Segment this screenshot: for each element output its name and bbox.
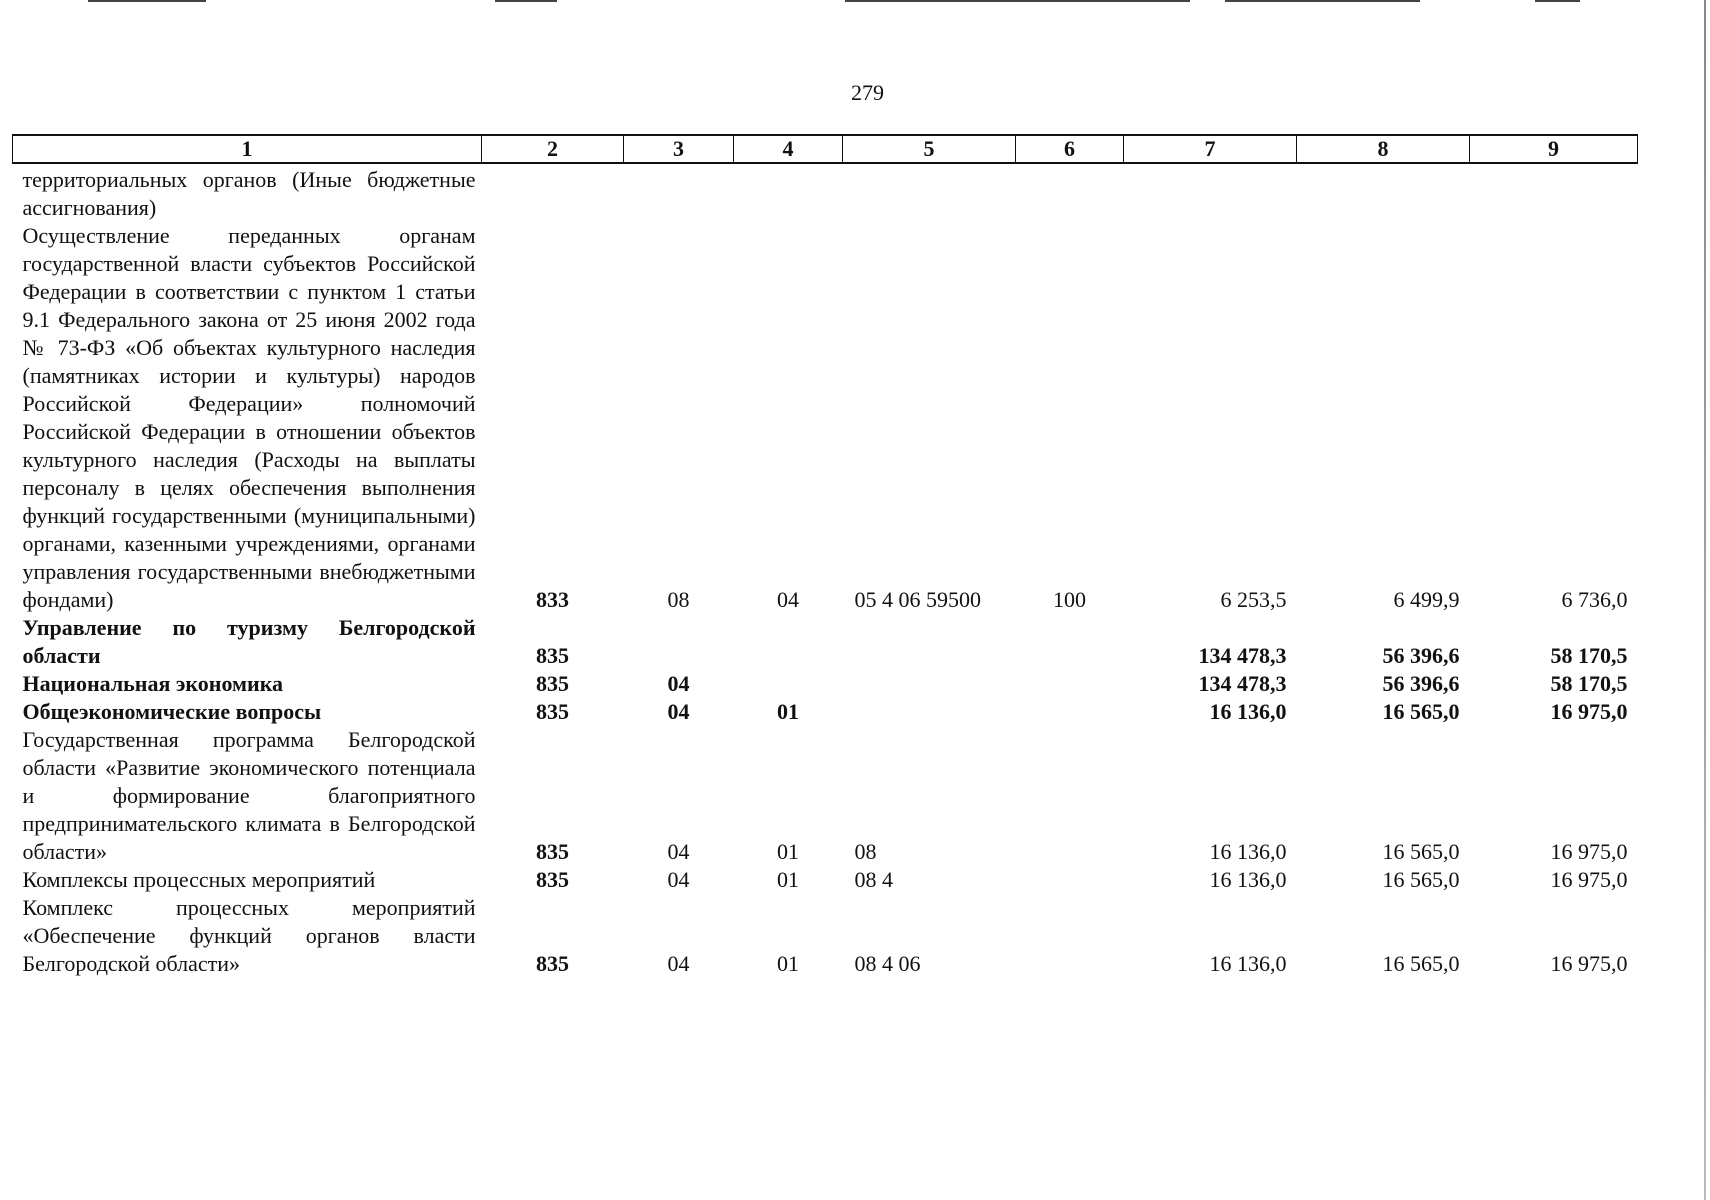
row-name: Государственная программа Белгородской области «Развитие экономического потенциала и формирование благоприятного предпринимательского климата в Белгородской области» [22,727,476,864]
cell-col-3: 04 [667,699,690,724]
table-body [13,163,1638,978]
cell-col-2: 835 [536,699,569,724]
cell-col-7: 16 136,0 [1209,839,1287,864]
page-number: 279 [851,80,884,105]
cell-col-4: 01 [777,951,799,976]
row-name: Осуществление переданных органам государственной власти субъектов Российской Федерации в соответствии с пунктом 1 статьи 9.1 Федерального закона от 25 июня 2002 года № 73-ФЗ «Об объектах культурного наследия (памятниках истории и культуры) народов Российской Федерации» полномочий Российской Федерации в отношении объектов культурного наследия (Расходы на выплаты персоналу в целях обеспечения выполнения функций государственными (муниципальными) органами, казенными учреждениями, органами управления государственными внебюджетными фондами) [22,223,476,612]
cell-col-6: 100 [1053,587,1086,612]
cell-col-8: 6 499,9 [1393,587,1460,612]
cell-col-8: 56 396,6 [1382,643,1460,668]
cell-col-3: 08 [667,587,690,612]
cell-col-2: 835 [536,671,569,696]
cell-col-5 [843,698,1016,726]
scan-edge-marks [0,0,1710,4]
table-row [13,866,1638,894]
cell-col-4: 01 [777,839,799,864]
table-row [13,894,1638,978]
table-row [13,614,1638,670]
cell-col-9: 6 736,0 [1561,587,1628,612]
cell-col-5: 05 4 06 59500 [854,587,981,612]
table-row [13,163,1638,222]
table-header [13,135,1638,163]
cell-col-7 [1124,163,1297,222]
cell-col-3 [624,163,734,222]
cell-col-8: 56 396,6 [1382,671,1460,696]
cell-col-9: 16 975,0 [1550,699,1628,724]
cell-col-7: 16 136,0 [1209,867,1287,892]
cell-col-7: 134 478,3 [1198,643,1287,668]
column-header-7: 7 [1124,135,1297,163]
column-header-3: 3 [624,135,734,163]
header-row [13,135,1638,163]
cell-col-9: 58 170,5 [1550,643,1628,668]
cell-col-2: 835 [536,643,569,668]
cell-col-5: 08 4 06 [854,951,921,976]
cell-col-8 [1297,163,1470,222]
column-header-1: 1 [13,135,482,163]
column-header-2: 2 [482,135,624,163]
row-name: Комплекс процессных мероприятий «Обеспечение функций органов власти Белгородской области» [22,895,476,976]
cell-col-3: 04 [667,867,690,892]
cell-col-4 [734,614,843,670]
table-row [13,726,1638,866]
cell-col-2: 833 [536,587,569,612]
cell-col-2: 835 [536,867,569,892]
cell-col-2 [482,163,624,222]
column-header-4: 4 [734,135,843,163]
cell-col-7: 6 253,5 [1220,587,1287,612]
cell-col-3 [624,614,734,670]
cell-col-4: 01 [777,699,799,724]
row-name: Управление по туризму Белгородской области [22,615,476,668]
cell-col-6 [1016,866,1124,894]
cell-col-8: 16 565,0 [1382,951,1460,976]
cell-col-9: 16 975,0 [1550,867,1628,892]
column-header-5: 5 [843,135,1016,163]
cell-col-6 [1016,726,1124,866]
row-name: территориальных органов (Иные бюджетные ассигнования) [22,167,476,220]
table-row [13,670,1638,698]
column-header-9: 9 [1470,135,1638,163]
row-name: Национальная экономика [22,671,284,696]
cell-col-9: 16 975,0 [1550,951,1628,976]
cell-col-5 [843,614,1016,670]
column-header-6: 6 [1016,135,1124,163]
cell-col-8: 16 565,0 [1382,867,1460,892]
cell-col-7: 16 136,0 [1209,951,1287,976]
row-name: Комплексы процессных мероприятий [22,867,376,892]
cell-col-6 [1016,163,1124,222]
cell-col-9 [1470,163,1638,222]
cell-col-5 [843,670,1016,698]
cell-col-6 [1016,614,1124,670]
cell-col-4 [734,163,843,222]
cell-col-9: 58 170,5 [1550,671,1628,696]
cell-col-3: 04 [667,839,690,864]
cell-col-3: 04 [667,951,690,976]
cell-col-4: 01 [777,867,799,892]
cell-col-6 [1016,894,1124,978]
table-row [13,698,1638,726]
cell-col-2: 835 [536,951,569,976]
cell-col-4 [734,670,843,698]
cell-col-5: 08 [854,839,877,864]
cell-col-6 [1016,670,1124,698]
cell-col-8: 16 565,0 [1382,839,1460,864]
cell-col-2: 835 [536,839,569,864]
cell-col-8: 16 565,0 [1382,699,1460,724]
cell-col-7: 16 136,0 [1209,699,1287,724]
cell-col-6 [1016,698,1124,726]
table-row [13,222,1638,614]
cell-col-5: 08 4 [854,867,893,892]
cell-col-5 [843,163,1016,222]
scan-right-edge [1704,0,1706,1200]
cell-col-4: 04 [777,587,799,612]
cell-col-7: 134 478,3 [1198,671,1287,696]
cell-col-3: 04 [667,671,690,696]
column-header-8: 8 [1297,135,1470,163]
cell-col-9: 16 975,0 [1550,839,1628,864]
budget-table [12,134,1638,978]
row-name: Общеэкономические вопросы [22,699,322,724]
